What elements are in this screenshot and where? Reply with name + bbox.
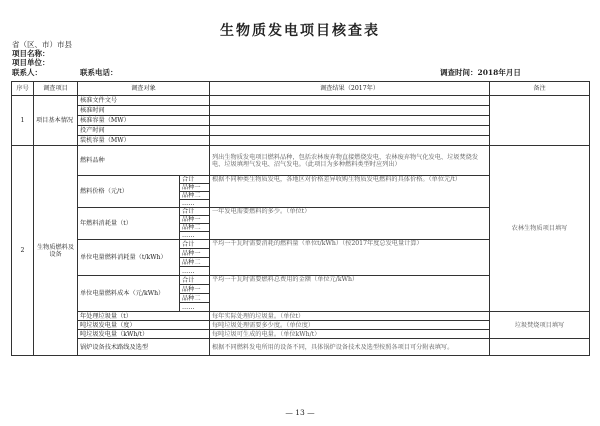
sub-label: 合计 <box>180 208 210 216</box>
unit-fuel-text: 平均一千瓦时需要消耗的燃料量（单位t/kWh）（按2017年度总发电量计算） <box>210 240 490 276</box>
col-seq: 序号 <box>12 82 34 96</box>
page-number: — 13 — <box>285 408 315 417</box>
unit-cost-label: 单位电量燃料成本（元/kWh） <box>78 276 180 312</box>
s1-row: 核准时间 <box>78 106 210 116</box>
table-row <box>12 339 590 356</box>
ton-onsite-text: 每吨垃圾可生成的电量。（单位kWh/t） <box>210 330 490 339</box>
section1-item: 项目基本情况 <box>34 96 78 146</box>
fuel-price-text: 根据不同种类生物质发电，各地区对价格差异收购生物质发电燃料的具体价格。（单位元/t） <box>210 176 490 208</box>
sub-label: 品种二 <box>180 294 210 303</box>
ton-power-text: 每吨垃圾处理需要多少度。（单位度） <box>210 321 490 330</box>
unit-fuel-label: 单位电量燃料消耗量（t/kWh） <box>78 240 180 276</box>
section1-seq: 1 <box>12 96 34 146</box>
table-header-row <box>12 82 590 96</box>
col-target: 调查对象 <box>78 82 210 96</box>
col-item: 调查项目 <box>34 82 78 96</box>
sub-label: 品种一 <box>180 285 210 294</box>
verification-table <box>11 81 590 356</box>
page-title: 生物质发电项目核查表 <box>220 23 380 39</box>
section2-item: 生物质燃料及设备 <box>34 146 78 356</box>
unit-cost-text: 平均一千瓦时需要燃料总费用的金额（单位元/kWh） <box>210 276 490 312</box>
note-garbage: 垃圾焚烧项目填写 <box>490 312 590 339</box>
fuel-price-label: 燃料价格（元/t） <box>78 176 180 208</box>
col-note: 备注 <box>490 82 590 96</box>
sub-label: 品种二 <box>180 224 210 232</box>
sub-label: 品种一 <box>180 216 210 224</box>
table-row <box>12 96 590 106</box>
fuel-type-text: 列出生物质发电项目燃料品种，包括农林废弃物直接燃烧发电、农林废弃物气化发电、垃圾焚烧发电、垃圾填埋气发电、沼气发电。（此项目为多种燃料类型时应列出） <box>210 146 490 176</box>
sub-label: 合计 <box>180 240 210 249</box>
sub-label: …… <box>180 267 210 276</box>
boiler-text: 根据不同燃料发电所用的设备不同，具体锅炉设备技术及选型按照各项目可分附表填写。 <box>210 339 490 356</box>
sub-label: 品种二 <box>180 192 210 200</box>
table-row <box>12 146 590 176</box>
sub-label: 品种一 <box>180 184 210 192</box>
fuel-type-label: 燃料品种 <box>78 146 210 176</box>
s1-row: 核准容量（MW） <box>78 116 210 126</box>
boiler-label: 锅炉设备技术路线及选型 <box>78 339 210 356</box>
ton-power-label: 吨垃圾发电量（度） <box>78 321 210 330</box>
s1-row: 核准文件文号 <box>78 96 210 106</box>
annual-garbage-label: 年处理垃圾量（t） <box>78 312 210 321</box>
s1-row: 装机容量（MW） <box>78 136 210 146</box>
project-unit-label: 项目单位： <box>12 58 50 67</box>
col-result: 调查结果（2017年） <box>210 82 490 96</box>
province-line: 省（区、市）市县 <box>12 40 72 49</box>
section2-seq: 2 <box>12 146 34 356</box>
survey-time-label: 调查时间：2018年月日 <box>440 68 521 77</box>
contact-label: 联系人： <box>12 68 42 77</box>
sub-label: 品种一 <box>180 249 210 258</box>
ton-onsite-label: 吨垃圾发电量（kWh/t） <box>78 330 210 339</box>
s1-row: 投产时间 <box>78 126 210 136</box>
sub-label: 品种二 <box>180 258 210 267</box>
annual-fuel-label: 年燃料消耗量（t） <box>78 208 180 240</box>
sub-label: …… <box>180 200 210 208</box>
annual-garbage-text: 每年实际处理的垃圾量。（单位t） <box>210 312 490 321</box>
sub-label: 合计 <box>180 276 210 285</box>
annual-fuel-text: 一年发电需要燃料的多少。（单位t） <box>210 208 490 240</box>
note-agri: 农林生物质项目填写 <box>490 146 590 312</box>
sub-label: …… <box>180 303 210 312</box>
sub-label: 合计 <box>180 176 210 184</box>
sub-label: …… <box>180 232 210 240</box>
project-name-label: 项目名称： <box>12 49 50 58</box>
phone-label: 联系电话： <box>80 68 118 77</box>
table-row <box>12 312 590 321</box>
